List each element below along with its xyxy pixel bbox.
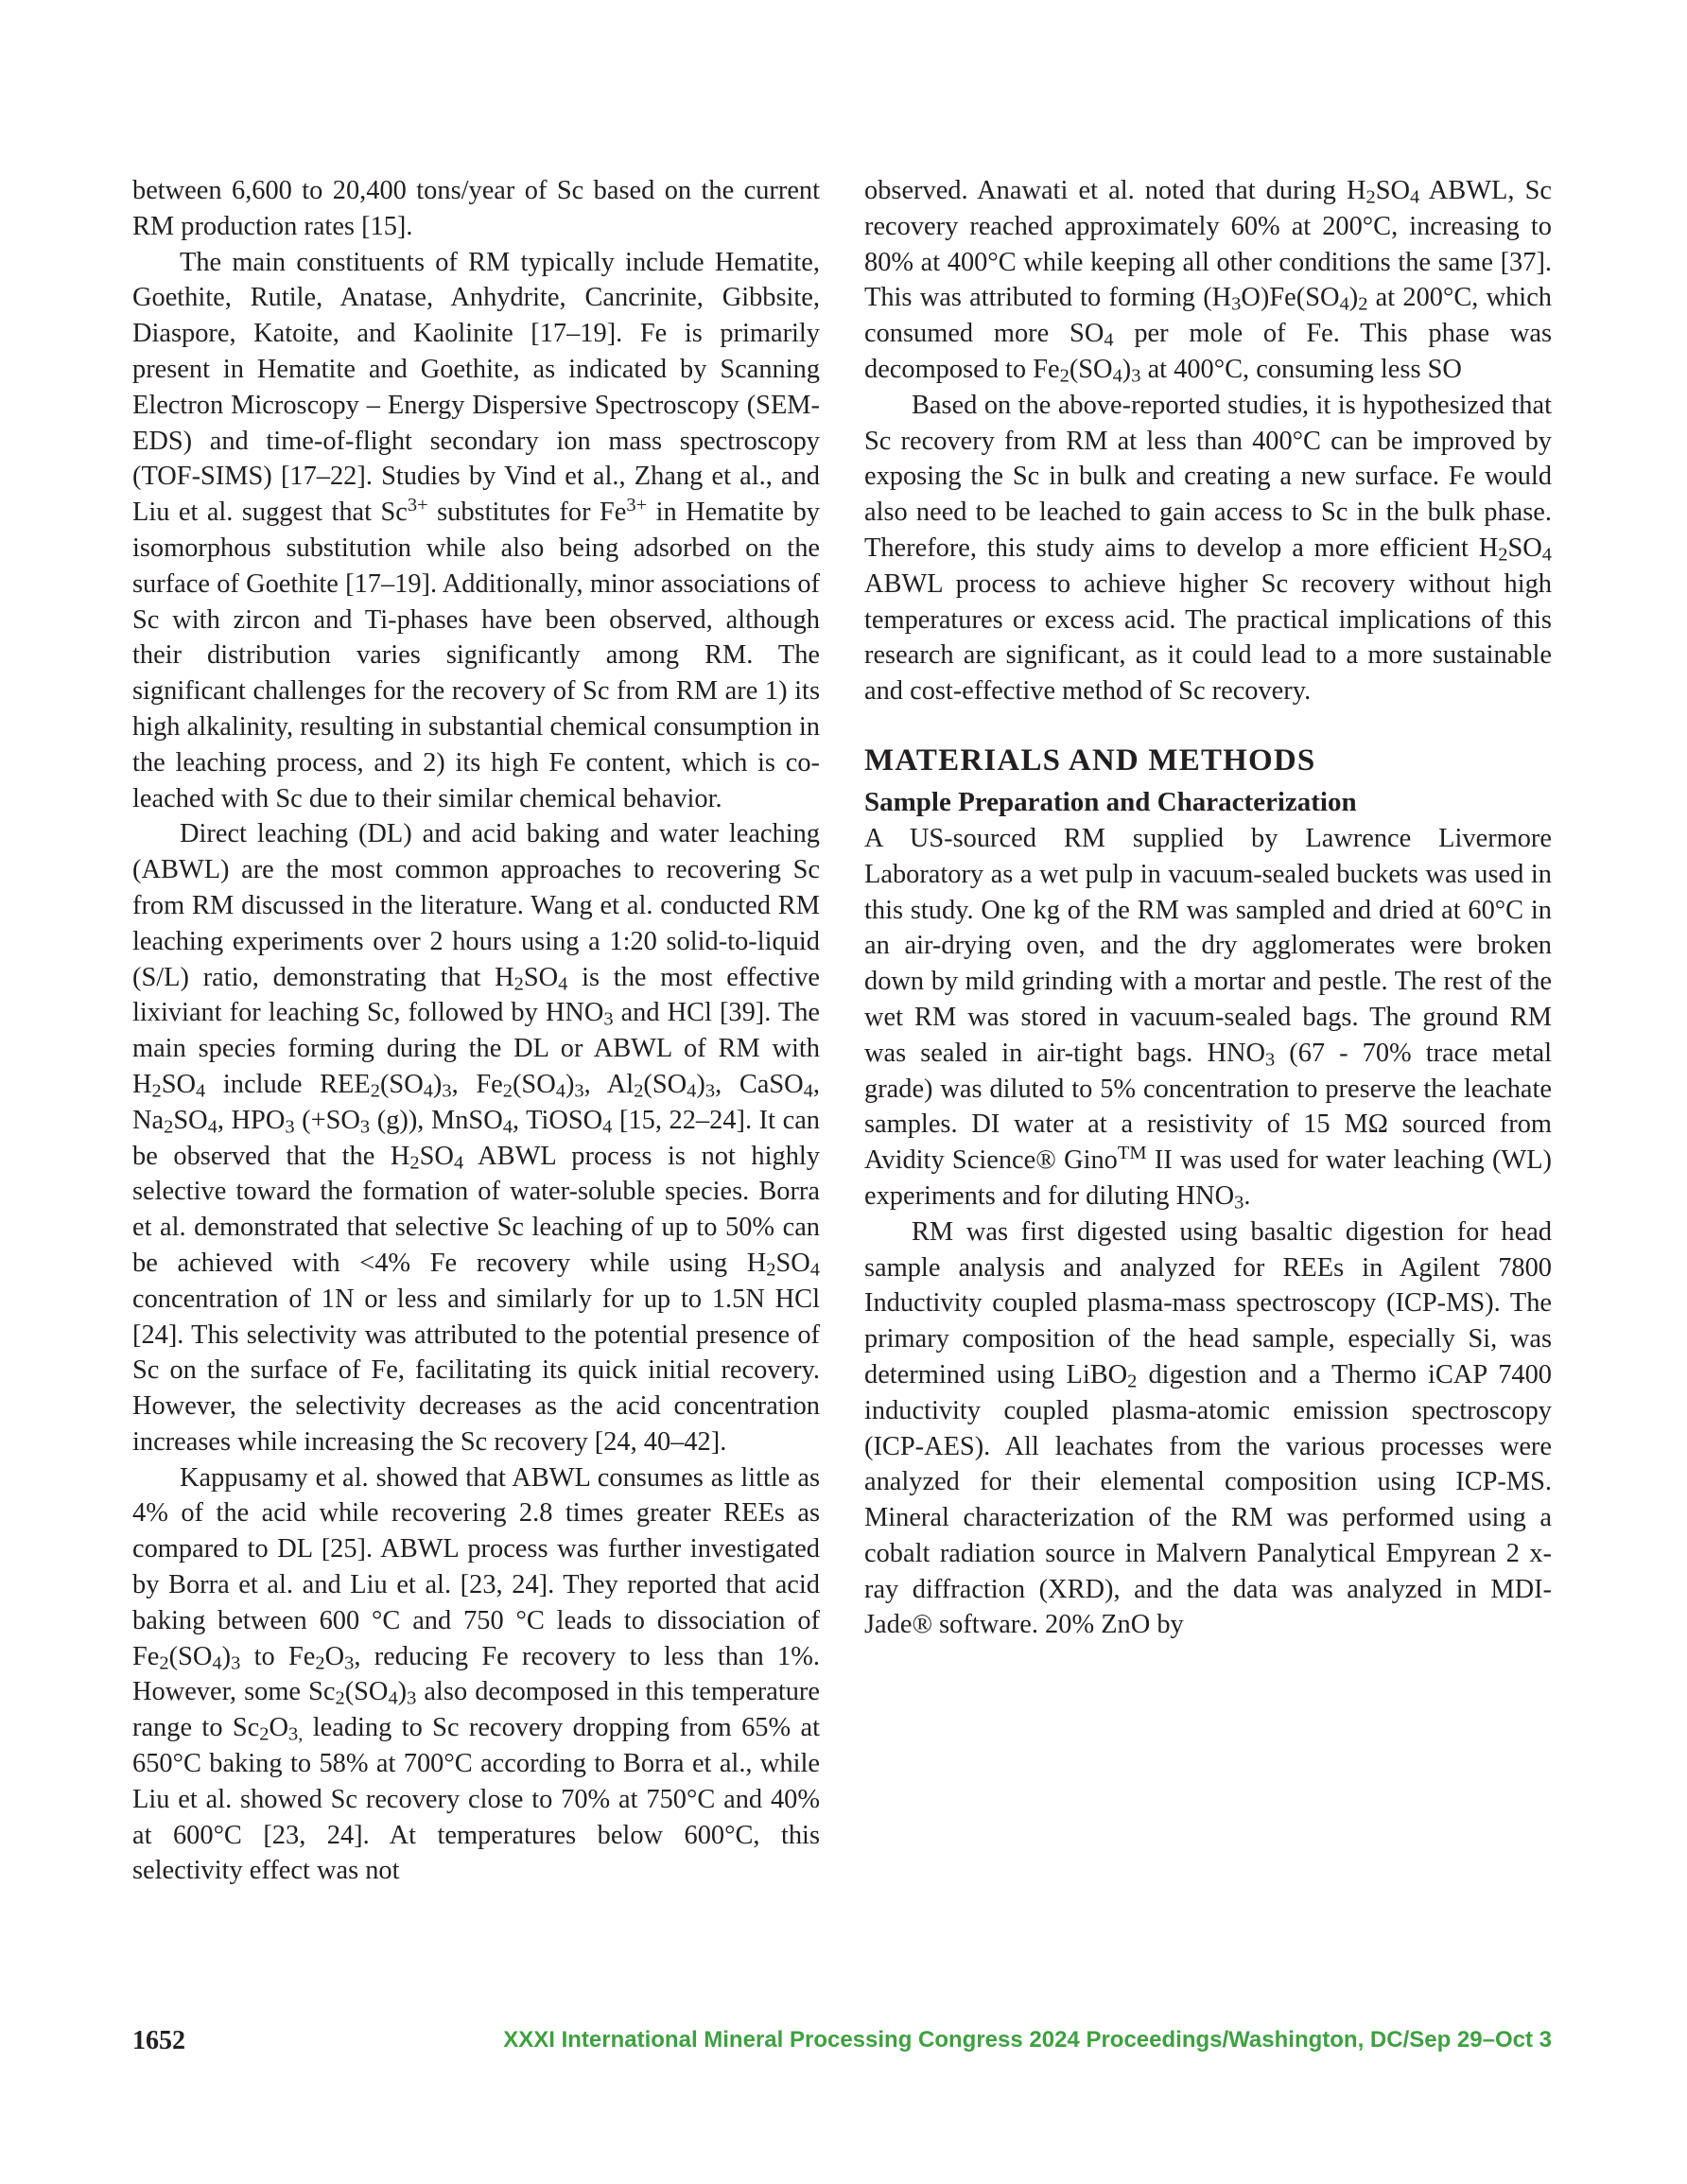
subsection-heading: Sample Preparation and Characterization <box>864 786 1357 817</box>
section-heading: MATERIALS AND METHODS <box>864 743 1316 778</box>
paragraph: A US-sourced RM supplied by Lawrence Livermore Laboratory as a wet pulp in vacuum-sealed buckets was used in this study. One kg of the RM was sampled and dried at 60°C in an air-drying oven, and the dry agglomerates were broken down by mild grinding with a mortar and pestle. The rest of the wet RM was stored in vacuum-sealed bags. The ground RM was sealed in air-tight bags. $HNO_3$ (67 - 70% trace metal grade) was diluted to 5% concentration to preserve the leachate samples. DI water at a resistivity of 15 MΩ sourced from Avidity Science® Gino™ II was used for water leaching (WL) experiments and for diluting $HNO_3$. <box>864 823 1553 1214</box>
paragraph: Based on the above-reported studies, it is hypothesized that Sc recovery from RM at less than 400°C can be improved by exposing the Sc in bulk and creating a new surface. Fe would also need to be leached to gain access to Sc in the bulk phase. Therefore, this study aims to develop a more efficient $H_2SO_4$ ABWL process to achieve higher Sc recovery without high temperatures or excess acid. The practical implications of this research are significant, as it could lead to a more sustainable and cost-effective method of Sc recovery. <box>864 390 1552 707</box>
paragraph: The main constituents of RM typically include Hematite, Goethite, Rutile, Anatase, Anhydrite, Cancrinite, Gibbsite, Diaspore, Katoite, and Kaolinite [17–19]. Fe is primarily present in Hematite and Goethite, as indicated by Scanning Electron Microscopy – Energy Dispersive Spectroscopy (SEM-EDS) and time-of-flight secondary ion mass spectroscopy (TOF-SIMS) [17–22]. Studies by Vind et al., Zhang et al., and Liu et al. suggest that $Sc^{3+}$ substitutes for $Fe^{3+}$ in Hematite by isomorphous substitution while also being adsorbed on the surface of Goethite [17–19]. Additionally, minor associations of Sc with zircon and Ti-phases have been observed, although their distribution varies significantly among RM. The significant challenges for the recovery of Sc from RM are 1) its high alkalinity, resulting in substantial chemical consumption in the leaching process, and 2) its high Fe content, which is co-leached with Sc due to their similar chemical behavior. <box>132 247 821 813</box>
left-column <box>132 173 820 1889</box>
paragraph: Direct leaching (DL) and acid baking and water leaching (ABWL) are the most common approaches to recovering Sc from RM discussed in the literature. Wang et al. conducted RM leaching experiments over 2 hours using a 1:20 solid-to-liquid (S/L) ratio, demonstrating that $H_2SO_4$ is the most effective lixiviant for leaching Sc, followed by $HNO_3$ and HCl [39]. The main species forming during the DL or ABWL of RM with $H_2SO_4$ include $REE_2(SO_4)_3$, $Fe_2(SO_4)_3$, $Al_2(SO_4)_3$, CaSO$_4$, $Na_2SO_4$, $HPO_3$ ($+SO_3$ (g)), MnSO$_4$, TiOSO$_4$ [15, 22–24]. It can be observed that the $H_2SO_4$ ABWL process is not highly selective toward the formation of water-soluble species. Borra et al. demonstrated that selective Sc leaching of up to 50% can be achieved with <4% Fe recovery while using $H_2SO_4$ concentration of 1N or less and similarly for up to 1.5N HCl [24]. This selectivity was attributed to the potential presence of Sc on the surface of Fe, facilitating its quick initial recovery. However, the selectivity decreases as the acid concentration increases while increasing the Sc recovery [24, 40–42]. <box>132 819 820 1457</box>
paragraph: between 6,600 to 20,400 tons/year of Sc based on the current RM production rates [15]. <box>132 176 820 241</box>
conference-footer: XXXI International Mineral Processing Congress 2024 Proceedings/Washington, DC/Sep 29–Oct 3 <box>503 2027 1552 2053</box>
right-column <box>864 173 1552 1643</box>
paragraph: Kappusamy et al. showed that ABWL consumes as little as 4% of the acid while recovering 2.8 times greater REEs as compared to DL [25]. ABWL process was further investigated by Borra et al. and Liu et al. [23, 24]. They reported that acid baking between 600 °C and 750 °C leads to dissociation of $Fe_2(SO_4)_3$ to $Fe_2O_3$, reducing Fe recovery to less than 1%. However, some $Sc_2(SO_4)_3$ also decomposed in this temperature range to $Sc_2O_{3,}$ leading to Sc recovery dropping from 65% at 650°C baking to 58% at 700°C according to Borra et al., while Liu et al. showed Sc recovery close to 70% at 750°C and 40% at 600°C [23, 24]. At temperatures below 600°C, this selectivity effect was not <box>132 1462 820 1886</box>
paragraph: observed. Anawati et al. noted that during $H_2SO_4$ ABWL, Sc recovery reached approximately 60% at 200°C, increasing to 80% at 400°C while keeping all other conditions the same [37]. This was attributed to forming $(H_3O)Fe(SO_4)_2$ at 200°C, which consumed more $SO_4$ per mole of Fe. This phase was decomposed to $Fe_2(SO_4)_3$ at 400°C, consuming less SO <box>864 176 1552 387</box>
paragraph: RM was first digested using basaltic digestion for head sample analysis and analyzed for REEs in Agilent 7800 Inductivity coupled plasma-mass spectroscopy (ICP-MS). The primary composition of the head sample, especially Si, was determined using LiBO$_2$ digestion and a Thermo iCAP 7400 inductivity coupled plasma-atomic emission spectroscopy (ICP-AES). All leachates from the various processes were analyzed for their elemental composition using ICP-MS. Mineral characterization of the RM was performed using a cobalt radiation source in Malvern Panalytical Empyrean 2 x-ray diffraction (XRD), and the data was analyzed in MDI-Jade® software. 20% ZnO by <box>864 1216 1552 1640</box>
page-number: 1652 <box>132 2026 185 2055</box>
